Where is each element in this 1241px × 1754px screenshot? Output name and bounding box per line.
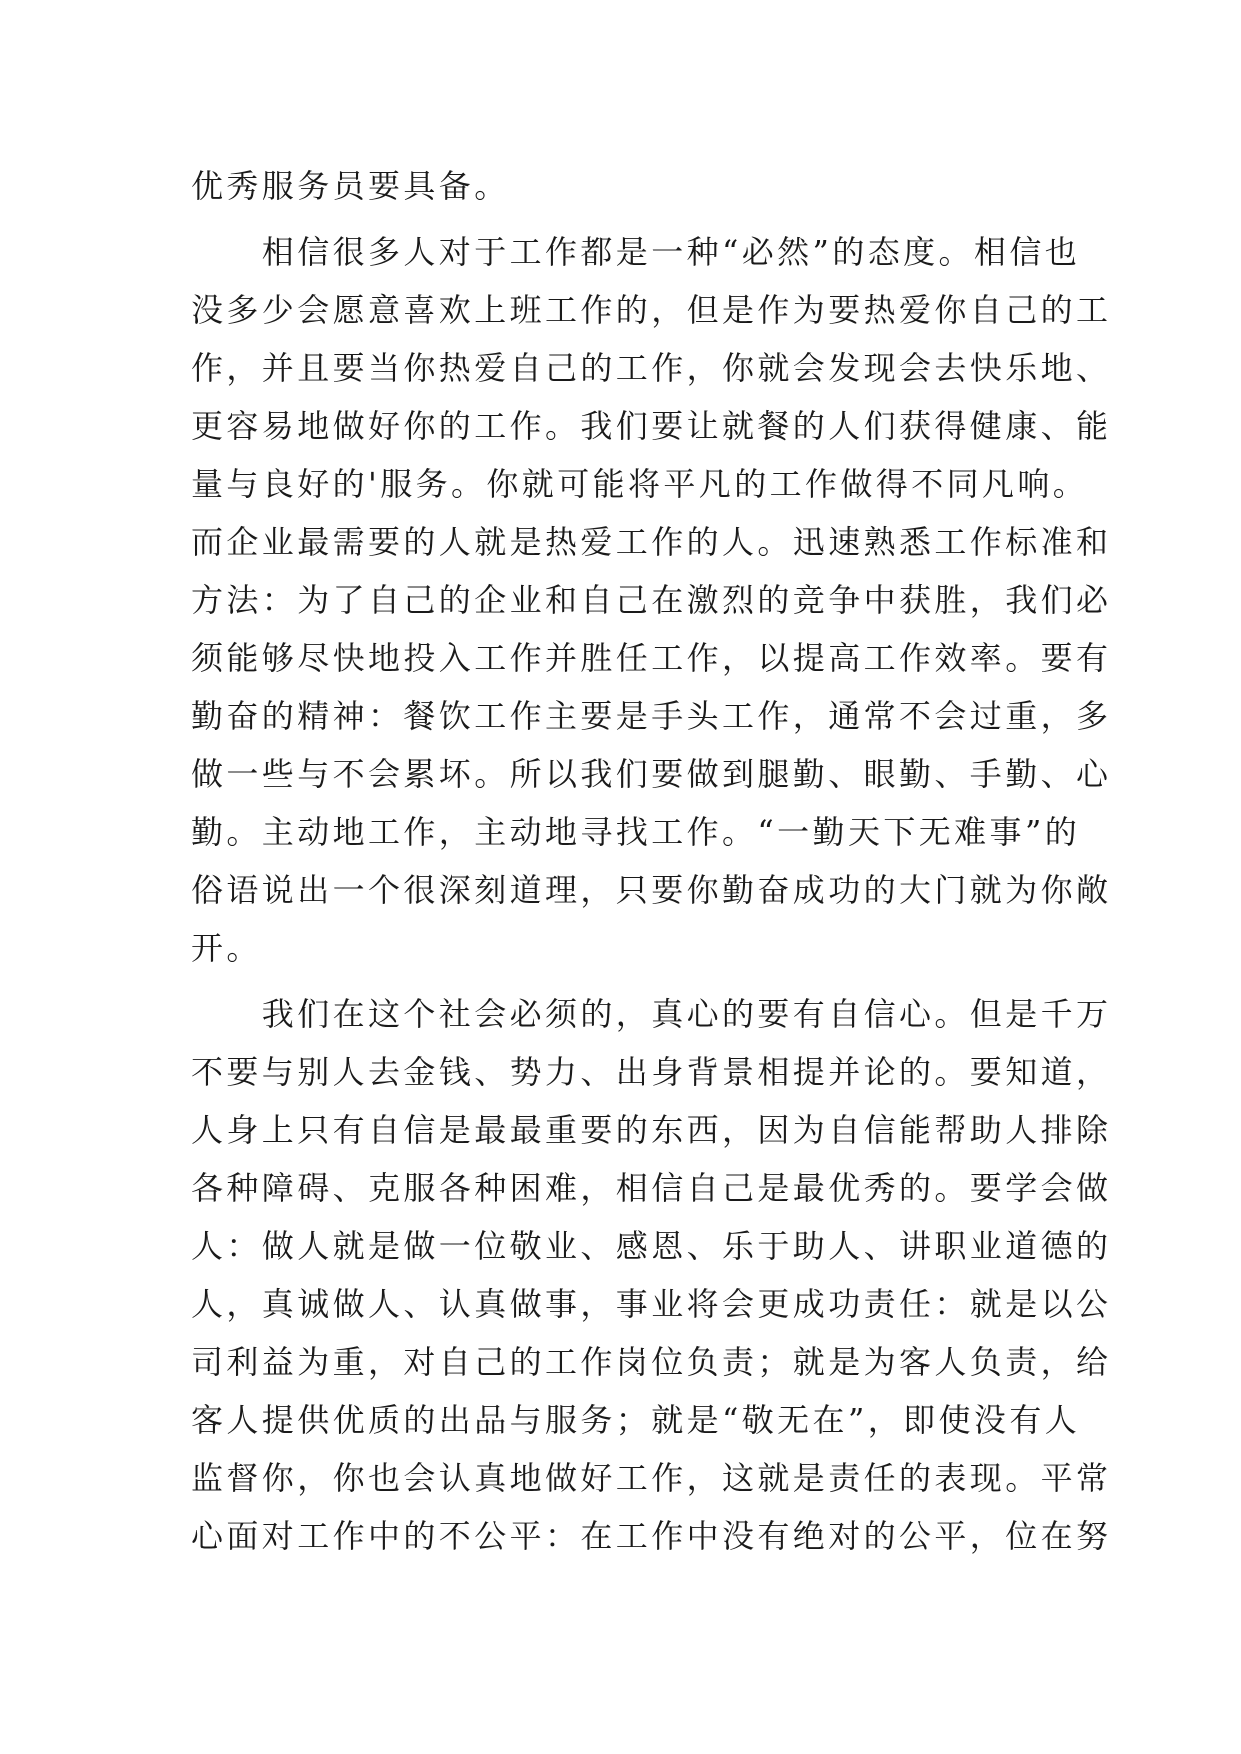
text-line: 量与良好的'服务。你就可能将平凡的工作做得不同凡响。 xyxy=(191,465,1089,503)
text-line: 勤奋的精神：餐饮工作主要是手头工作，通常不会过重，多 xyxy=(191,697,1112,735)
text-line: 方法：为了自己的企业和自己在激烈的竞争中获胜，我们必 xyxy=(191,581,1112,619)
text-line: 俗语说出一个很深刻道理，只要你勤奋成功的大门就为你敞 xyxy=(191,871,1112,909)
text-line: 须能够尽快地投入工作并胜任工作，以提高工作效率。要有 xyxy=(191,639,1112,677)
text-line: 相信很多人对于工作都是一种“必然”的态度。相信也 xyxy=(191,233,1081,271)
text-line: 人身上只有自信是最最重要的东西，因为自信能帮助人排除 xyxy=(191,1111,1112,1149)
text-line: 更容易地做好你的工作。我们要让就餐的人们获得健康、能 xyxy=(191,407,1112,445)
text-line: 作，并且要当你热爱自己的工作，你就会发现会去快乐地、 xyxy=(191,349,1112,387)
text-line: 我们在这个社会必须的，真心的要有自信心。但是千万 xyxy=(191,995,1112,1033)
text-line: 优秀服务员要具备。 xyxy=(191,167,510,205)
text-line: 各种障碍、克服各种困难，相信自己是最优秀的。要学会做 xyxy=(191,1169,1112,1207)
text-line: 客人提供优质的出品与服务；就是“敬无在”，即使没有人 xyxy=(191,1401,1081,1439)
text-line: 没多少会愿意喜欢上班工作的，但是作为要热爱你自己的工 xyxy=(191,291,1112,329)
text-line: 开。 xyxy=(191,929,262,967)
text-line: 做一些与不会累坏。所以我们要做到腿勤、眼勤、手勤、心 xyxy=(191,755,1112,793)
document-body xyxy=(191,157,1112,1565)
text-line: 司利益为重，对自己的工作岗位负责；就是为客人负责，给 xyxy=(191,1343,1112,1381)
text-line: 不要与别人去金钱、势力、出身背景相提并论的。要知道， xyxy=(191,1053,1112,1091)
paragraph-gap xyxy=(191,977,1059,985)
text-line: 心面对工作中的不公平：在工作中没有绝对的公平，位在努 xyxy=(191,1517,1112,1555)
text-line: 人：做人就是做一位敬业、感恩、乐于助人、讲职业道德的 xyxy=(191,1227,1112,1265)
text-line: 而企业最需要的人就是热爱工作的人。迅速熟悉工作标准和 xyxy=(191,523,1112,561)
text-line: 勤。主动地工作，主动地寻找工作。“一勤天下无难事”的 xyxy=(191,813,1081,851)
text-line: 人，真诚做人、认真做事，事业将会更成功责任：就是以公 xyxy=(191,1285,1112,1323)
text-line: 监督你，你也会认真地做好工作，这就是责任的表现。平常 xyxy=(191,1459,1112,1497)
paragraph-gap xyxy=(191,215,1059,223)
